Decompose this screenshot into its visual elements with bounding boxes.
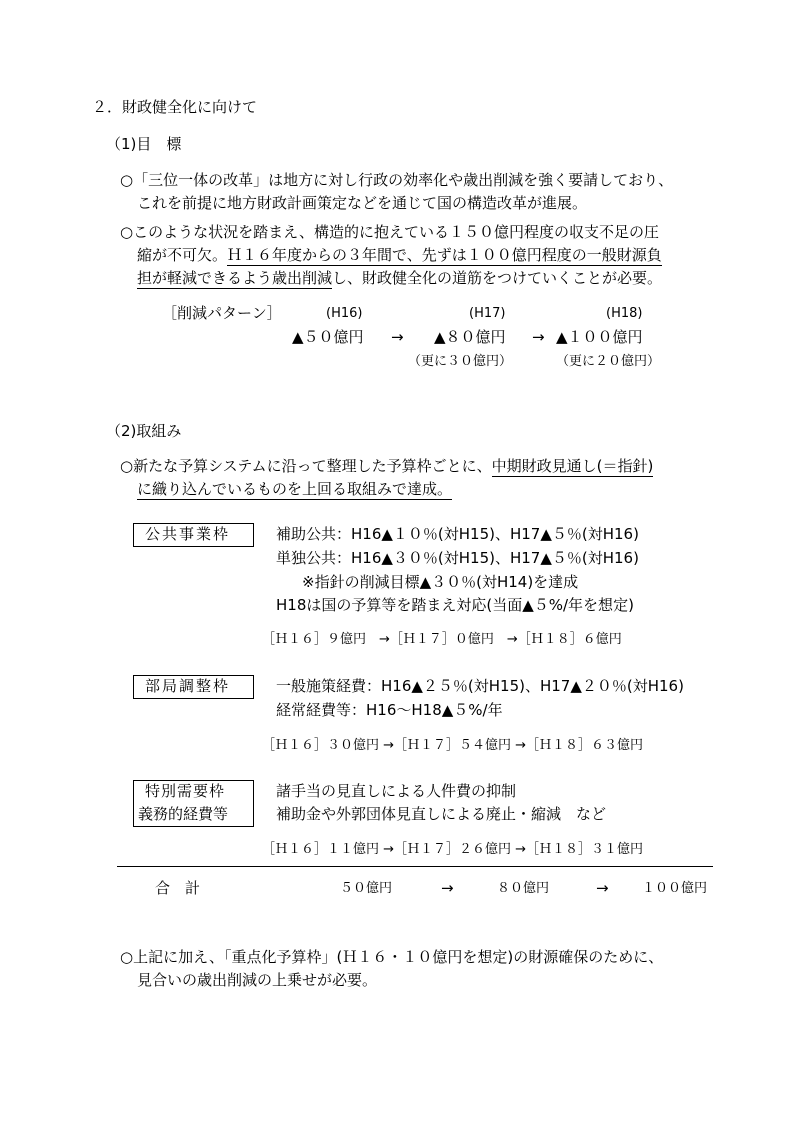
- special-demand-line2: 補助金や外郭団体見直しによる廃止・縮減 など: [276, 805, 607, 823]
- goal-bullet1-line1: ○「三位一体の改革」は地方に対し行政の効率化や歳出削減を強く要請しており、: [120, 171, 674, 189]
- total-arrow-2: →: [596, 879, 609, 897]
- pattern-note-h18: （更に２０億円）: [556, 354, 661, 369]
- public-works-line3: ※指針の削減目標▲３０％(対H14)を達成: [302, 573, 579, 591]
- special-demand-summary: ［Ｈ１６］１１億円 →［Ｈ１７］２６億円 →［Ｈ１８］３１億円: [262, 842, 644, 857]
- total-divider: [117, 866, 713, 867]
- goal-bullet2-plain1: 縮が不可欠。: [137, 246, 228, 264]
- goal-bullet2-underline1: Ｈ１６年度からの３年間で、先ずは: [227, 246, 467, 264]
- dept-adjust-line1: 一般施策経費：H16▲２５％(対H15)、H17▲２０％(対H16): [276, 677, 684, 695]
- dept-adjust-summary: ［Ｈ１６］３０億円 →［Ｈ１７］５４億円 →［Ｈ１８］６３億円: [262, 738, 644, 753]
- pattern-amount-h17: ▲８０億円: [434, 328, 506, 346]
- pattern-arrow-2: →: [532, 328, 545, 346]
- efforts-heading: （2)取組み: [106, 422, 182, 440]
- total-label: 合 計: [155, 879, 201, 897]
- goal-bullet2-line3: [137, 271, 662, 286]
- public-works-line4: H18は国の予算等を踏まえ対応(当面▲５%/年を想定): [276, 596, 634, 614]
- pattern-note-h17: （更に３０億円）: [408, 354, 513, 369]
- public-works-line1: 補助公共：H16▲１０％(対H15)、H17▲５％(対H16): [276, 525, 639, 543]
- section-title: ２．財政健全化に向けて: [92, 98, 258, 116]
- goal-bullet2-underline2: １００億円程度の一般財源負: [466, 246, 662, 264]
- goal-bullet1-line2: これを前提に地方財政計画策定などを通じて国の構造改革が進展。: [137, 194, 588, 212]
- efforts-intro-line2: [137, 482, 452, 497]
- total-value-h18: １００億円: [642, 881, 708, 896]
- efforts-intro-plain: ○新たな予算システムに沿って整理した予算枠ごとに、: [120, 457, 492, 475]
- pattern-label: ［削減パターン］: [162, 304, 282, 322]
- goal-bullet2-line1: ○このような状況を踏まえ、構造的に抱えている１５０億円程度の収支不足の圧: [120, 223, 659, 241]
- total-value-h16: ５０億円: [340, 881, 393, 896]
- special-demand-line1: 諸手当の見直しによる人件費の抑制: [276, 782, 517, 800]
- dept-adjust-line2: 経常経費等：H16～H18▲５%/年: [276, 701, 503, 719]
- public-works-line2: 単独公共：H16▲３０％(対H15)、H17▲５％(対H16): [276, 549, 639, 567]
- total-arrow-1: →: [441, 879, 454, 897]
- efforts-intro-line1: [120, 459, 653, 474]
- public-works-label: 公共事業枠: [145, 525, 231, 543]
- public-works-summary: ［Ｈ１６］９億円 →［Ｈ１７］０億円 →［Ｈ１８］６億円: [262, 632, 622, 647]
- pattern-year-h17: (H17): [469, 306, 506, 321]
- pattern-amount-h16: ▲５０億円: [292, 328, 364, 346]
- goal-bullet2-line2: [137, 248, 662, 263]
- pattern-year-h18: (H18): [606, 306, 643, 321]
- closing-line1: ○上記に加え、「重点化予算枠」(Ｈ１６・１０億円を想定)の財源確保のために、: [120, 948, 664, 966]
- special-demand-label: 特別需要枠: [145, 782, 226, 800]
- mandatory-expense-label: 義務的経費等: [138, 805, 229, 823]
- dept-adjust-label: 部局調整枠: [145, 677, 231, 695]
- pattern-year-h16: (H16): [326, 306, 363, 321]
- goal-bullet2-plain2: し、財政健全化の道筋をつけていくことが必要。: [332, 269, 663, 287]
- pattern-arrow-1: →: [391, 328, 404, 346]
- efforts-intro-underline1: 中期財政見通し(＝指針): [491, 457, 654, 475]
- pattern-amount-h18: ▲１００億円: [556, 328, 643, 346]
- goal-heading: （1)目 標: [106, 135, 182, 153]
- closing-line2: 見合いの歳出削減の上乗せが必要。: [137, 971, 378, 989]
- total-value-h17: ８０億円: [497, 881, 550, 896]
- efforts-intro-underline2: に織り込んでいるものを上回る取組みで達成。: [137, 480, 453, 498]
- goal-bullet2-underline3: 担が軽減できるよう歳出削減: [137, 269, 333, 287]
